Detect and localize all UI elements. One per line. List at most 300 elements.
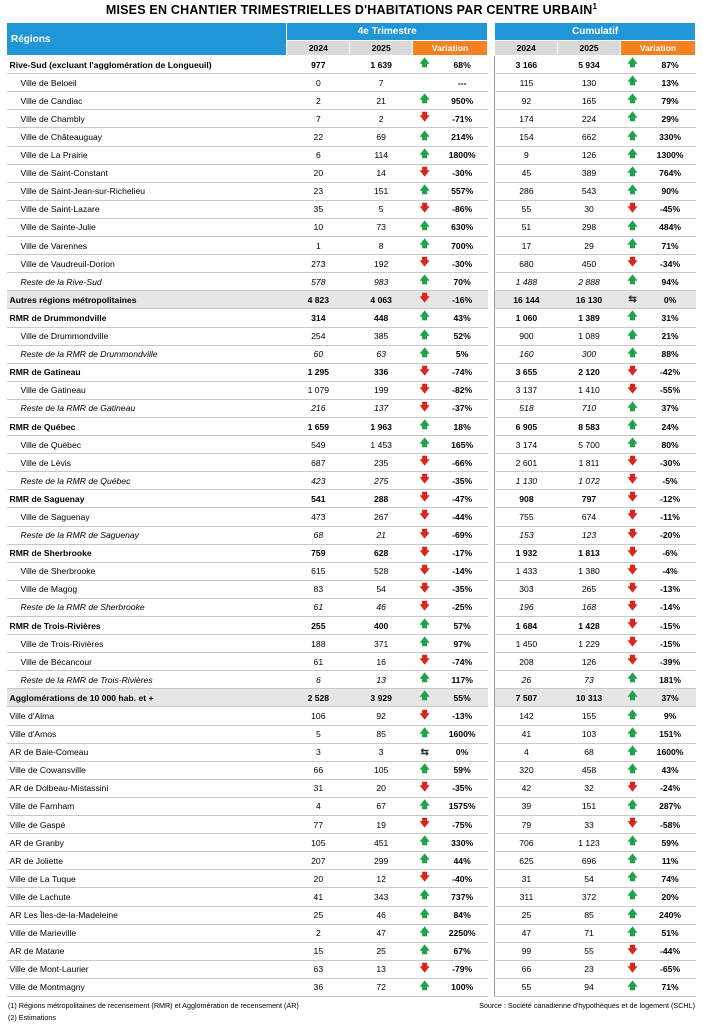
quarter-variation-value: -66% <box>437 454 488 472</box>
table-row <box>7 381 696 399</box>
arrow-up-icon: 🡅 <box>620 725 644 743</box>
row-label: Ville d'Amos <box>7 725 287 743</box>
quarter-2024-value: 216 <box>287 399 350 417</box>
quarter-2025-value: 14 <box>350 164 413 182</box>
cumulative-2024-value: 908 <box>495 490 558 508</box>
quarter-2024-value: 61 <box>287 653 350 671</box>
table-row <box>7 417 696 435</box>
cumulative-variation-value: 90% <box>645 182 696 200</box>
cumulative-2025-value: 1 380 <box>558 562 621 580</box>
quarter-2025-value: 267 <box>350 508 413 526</box>
table-row <box>7 309 696 327</box>
arrow-up-icon: 🡅 <box>620 924 644 942</box>
arrow-down-icon: 🡇 <box>620 942 644 960</box>
row-label: Ville de Chambly <box>7 110 287 128</box>
row-label: Ville de Beloeil <box>7 74 287 92</box>
arrow-up-icon: 🡅 <box>620 146 644 164</box>
table-row <box>7 888 696 906</box>
cumulative-2024-value: 142 <box>495 707 558 725</box>
quarter-2025-value: 67 <box>350 797 413 815</box>
row-label: AR de Joliette <box>7 852 287 870</box>
quarter-variation-value: 68% <box>437 56 488 74</box>
cumulative-2024-value: 3 137 <box>495 381 558 399</box>
cumulative-2024-value: 196 <box>495 598 558 616</box>
table-row <box>7 146 696 164</box>
table-row <box>7 617 696 635</box>
cumulative-2025-value: 298 <box>558 218 621 236</box>
cumulative-2024-value: 115 <box>495 74 558 92</box>
arrow-down-icon: 🡇 <box>620 526 644 544</box>
quarter-variation-value: -82% <box>437 381 488 399</box>
quarter-variation-value: -75% <box>437 816 488 834</box>
arrow-down-icon: 🡇 <box>620 454 644 472</box>
cumulative-variation-value: -4% <box>645 562 696 580</box>
row-label: Ville de La Prairie <box>7 146 287 164</box>
cumulative-variation-value: 764% <box>645 164 696 182</box>
quarter-variation-value: 67% <box>437 942 488 960</box>
cumulative-2025-value: 674 <box>558 508 621 526</box>
arrow-up-icon: 🡅 <box>620 56 644 74</box>
quarter-variation-value: 737% <box>437 888 488 906</box>
quarter-variation-value: 18% <box>437 417 488 435</box>
table-row <box>7 182 696 200</box>
quarter-variation-value: -17% <box>437 544 488 562</box>
arrow-up-icon: 🡅 <box>620 164 644 182</box>
quarter-variation-value: 557% <box>437 182 488 200</box>
cumulative-2024-value: 66 <box>495 960 558 978</box>
arrow-up-icon: 🡅 <box>413 182 437 200</box>
table-row <box>7 218 696 236</box>
quarter-2025-value: 400 <box>350 617 413 635</box>
cumulative-2024-value: 1 488 <box>495 273 558 291</box>
arrow-up-icon: 🡅 <box>620 417 644 435</box>
arrow-up-icon: 🡅 <box>620 309 644 327</box>
row-label: Reste de la RMR de Gatineau <box>7 399 287 417</box>
cumulative-2024-header: 2024 <box>495 41 558 56</box>
row-label: RMR de Sherbrooke <box>7 544 287 562</box>
quarter-variation-header: Variation <box>413 41 488 56</box>
cumulative-2024-value: 3 174 <box>495 436 558 454</box>
cumulative-variation-value: -12% <box>645 490 696 508</box>
quarter-2025-value: 288 <box>350 490 413 508</box>
arrow-up-icon: 🡅 <box>620 978 644 996</box>
arrow-up-icon: 🡅 <box>620 707 644 725</box>
quarter-variation-value: 52% <box>437 327 488 345</box>
cumulative-variation-value: 20% <box>645 888 696 906</box>
cumulative-2025-value: 1 072 <box>558 472 621 490</box>
cumulative-variation-value: 88% <box>645 345 696 363</box>
cumulative-variation-value: 287% <box>645 797 696 815</box>
quarter-variation-value: 5% <box>437 345 488 363</box>
cumulative-2025-value: 1 811 <box>558 454 621 472</box>
quarter-2024-value: 68 <box>287 526 350 544</box>
table-row <box>7 852 696 870</box>
quarter-2025-value: 151 <box>350 182 413 200</box>
row-label: Ville de Montmagny <box>7 978 287 996</box>
quarter-2024-value: 105 <box>287 834 350 852</box>
row-label: AR Les Îles-de-la-Madeleine <box>7 906 287 924</box>
quarter-variation-value: -37% <box>437 399 488 417</box>
cumulative-2024-value: 45 <box>495 164 558 182</box>
quarter-variation-value: -69% <box>437 526 488 544</box>
cumulative-2024-value: 16 144 <box>495 291 558 309</box>
row-label: Reste de la RMR de Sherbrooke <box>7 598 287 616</box>
table-row <box>7 74 696 92</box>
arrow-down-icon: 🡇 <box>413 508 437 526</box>
row-label: Ville de Châteauguay <box>7 128 287 146</box>
quarter-2024-value: 63 <box>287 960 350 978</box>
quarter-variation-value: -47% <box>437 490 488 508</box>
arrow-up-icon: 🡅 <box>413 978 437 996</box>
arrow-up-icon: 🡅 <box>620 743 644 761</box>
quarter-2024-value: 423 <box>287 472 350 490</box>
quarter-2025-value: 451 <box>350 834 413 852</box>
cumulative-2025-value: 168 <box>558 598 621 616</box>
arrow-down-icon: 🡇 <box>620 779 644 797</box>
cumulative-variation-value: 181% <box>645 671 696 689</box>
cumulative-2024-value: 99 <box>495 942 558 960</box>
cumulative-variation-value: -24% <box>645 779 696 797</box>
quarter-2024-value: 273 <box>287 255 350 273</box>
cumulative-variation-value: -5% <box>645 472 696 490</box>
cumulative-2024-value: 31 <box>495 870 558 888</box>
arrow-up-icon: 🡅 <box>413 436 437 454</box>
row-label: Ville de Bécancour <box>7 653 287 671</box>
cumulative-variation-value: 79% <box>645 92 696 110</box>
quarter-2025-value: 7 <box>350 74 413 92</box>
quarter-2025-value: 46 <box>350 598 413 616</box>
arrow-down-icon: 🡇 <box>413 779 437 797</box>
cumulative-2025-value: 450 <box>558 255 621 273</box>
cumulative-variation-value: 37% <box>645 689 696 707</box>
quarter-variation-value: 2250% <box>437 924 488 942</box>
quarter-2024-value: 3 <box>287 743 350 761</box>
cumulative-2025-value: 165 <box>558 92 621 110</box>
quarter-2024-value: 4 823 <box>287 291 350 309</box>
arrow-up-icon: 🡅 <box>413 128 437 146</box>
arrow-up-icon: 🡅 <box>620 888 644 906</box>
quarter-2024-value: 977 <box>287 56 350 74</box>
arrow-down-icon: 🡇 <box>413 960 437 978</box>
row-label: Ville de Marieville <box>7 924 287 942</box>
quarter-2025-value: 3 <box>350 743 413 761</box>
cumulative-2024-value: 518 <box>495 399 558 417</box>
row-label: Ville de La Tuque <box>7 870 287 888</box>
quarter-2025-value: 1 639 <box>350 56 413 74</box>
table-row <box>7 671 696 689</box>
cumulative-2025-value: 797 <box>558 490 621 508</box>
cumulative-variation-value: -39% <box>645 653 696 671</box>
arrow-up-icon: 🡅 <box>620 237 644 255</box>
arrow-up-icon: 🡅 <box>620 110 644 128</box>
table-row <box>7 580 696 598</box>
table-body <box>7 56 696 997</box>
table-row <box>7 472 696 490</box>
quarter-2025-value: 385 <box>350 327 413 345</box>
cumulative-2025-value: 710 <box>558 399 621 417</box>
arrow-down-icon: 🡇 <box>620 598 644 616</box>
quarter-2024-value: 10 <box>287 218 350 236</box>
cumulative-2024-value: 47 <box>495 924 558 942</box>
table-row <box>7 490 696 508</box>
cumulative-variation-value: 11% <box>645 852 696 870</box>
quarter-variation-value: -79% <box>437 960 488 978</box>
row-label: RMR de Québec <box>7 417 287 435</box>
cumulative-2025-value: 543 <box>558 182 621 200</box>
quarter-2024-header: 2024 <box>287 41 350 56</box>
row-label: AR de Dolbeau-Mistassini <box>7 779 287 797</box>
quarter-variation-value: -74% <box>437 363 488 381</box>
arrow-down-icon: 🡇 <box>620 960 644 978</box>
quarter-2025-value: 21 <box>350 92 413 110</box>
quarter-2024-value: 6 <box>287 146 350 164</box>
arrow-down-icon: 🡇 <box>620 490 644 508</box>
cumulative-2025-value: 1 089 <box>558 327 621 345</box>
table-row <box>7 761 696 779</box>
cumulative-variation-value: -20% <box>645 526 696 544</box>
quarter-2025-value: 448 <box>350 309 413 327</box>
arrow-up-icon: 🡅 <box>620 327 644 345</box>
quarter-2025-value: 8 <box>350 237 413 255</box>
cumulative-2025-value: 1 123 <box>558 834 621 852</box>
quarter-2024-value: 23 <box>287 182 350 200</box>
arrow-down-icon: 🡇 <box>413 580 437 598</box>
row-label: Ville d'Alma <box>7 707 287 725</box>
arrow-up-icon: 🡅 <box>620 671 644 689</box>
quarter-trend-icon <box>413 74 437 92</box>
cumulative-2025-value: 5 934 <box>558 56 621 74</box>
cumulative-2024-value: 1 130 <box>495 472 558 490</box>
quarter-2025-value: 105 <box>350 761 413 779</box>
arrow-down-icon: 🡇 <box>620 200 644 218</box>
arrow-down-icon: 🡇 <box>620 472 644 490</box>
table-row <box>7 436 696 454</box>
cumulative-2024-value: 303 <box>495 580 558 598</box>
row-label: Reste de la RMR de Trois-Rivières <box>7 671 287 689</box>
cumulative-2025-value: 68 <box>558 743 621 761</box>
row-label: Ville de Cowansville <box>7 761 287 779</box>
cumulative-group-header: Cumulatif <box>495 23 696 41</box>
quarter-2025-value: 63 <box>350 345 413 363</box>
row-label: Ville de Trois-Rivières <box>7 635 287 653</box>
quarter-2024-value: 578 <box>287 273 350 291</box>
row-label: RMR de Gatineau <box>7 363 287 381</box>
table-row <box>7 834 696 852</box>
arrow-down-icon: 🡇 <box>620 544 644 562</box>
cumulative-2024-value: 3 655 <box>495 363 558 381</box>
quarter-2024-value: 759 <box>287 544 350 562</box>
arrow-down-icon: 🡇 <box>413 544 437 562</box>
arrow-down-icon: 🡇 <box>413 870 437 888</box>
cumulative-variation-value: 43% <box>645 761 696 779</box>
cumulative-2025-value: 23 <box>558 960 621 978</box>
cumulative-variation-value: 59% <box>645 834 696 852</box>
quarter-2024-value: 22 <box>287 128 350 146</box>
row-label: Ville de Drummondville <box>7 327 287 345</box>
cumulative-2025-value: 10 313 <box>558 689 621 707</box>
cumulative-variation-value: -58% <box>645 816 696 834</box>
quarter-2024-value: 61 <box>287 598 350 616</box>
cumulative-2024-value: 680 <box>495 255 558 273</box>
cumulative-2025-value: 126 <box>558 653 621 671</box>
cumulative-2024-value: 900 <box>495 327 558 345</box>
housing-starts-table <box>6 22 696 997</box>
quarter-2025-value: 46 <box>350 906 413 924</box>
cumulative-variation-value: -13% <box>645 580 696 598</box>
table-row <box>7 797 696 815</box>
quarter-2025-value: 137 <box>350 399 413 417</box>
row-label: Ville de Mont-Laurier <box>7 960 287 978</box>
cumulative-variation-value: -15% <box>645 617 696 635</box>
quarter-variation-value: 57% <box>437 617 488 635</box>
cumulative-2024-value: 154 <box>495 128 558 146</box>
cumulative-2024-value: 25 <box>495 906 558 924</box>
quarter-variation-value: 70% <box>437 273 488 291</box>
quarter-2024-value: 254 <box>287 327 350 345</box>
quarter-2025-value: 528 <box>350 562 413 580</box>
quarter-2024-value: 60 <box>287 345 350 363</box>
quarter-2025-value: 199 <box>350 381 413 399</box>
arrow-down-icon: 🡇 <box>413 399 437 417</box>
table-row <box>7 255 696 273</box>
cumulative-2024-value: 41 <box>495 725 558 743</box>
cumulative-2024-value: 55 <box>495 200 558 218</box>
table-row <box>7 327 696 345</box>
row-label: RMR de Trois-Rivières <box>7 617 287 635</box>
row-label: Ville de Gatineau <box>7 381 287 399</box>
row-label: Reste de la RMR de Saguenay <box>7 526 287 544</box>
cumulative-variation-value: 21% <box>645 327 696 345</box>
quarter-2024-value: 1 <box>287 237 350 255</box>
arrow-down-icon: 🡇 <box>620 363 644 381</box>
cumulative-variation-value: 29% <box>645 110 696 128</box>
quarter-variation-value: 0% <box>437 743 488 761</box>
cumulative-variation-value: 37% <box>645 399 696 417</box>
arrow-up-icon: 🡅 <box>620 273 644 291</box>
quarter-2024-value: 615 <box>287 562 350 580</box>
quarter-2025-value: 85 <box>350 725 413 743</box>
cumulative-variation-value: -14% <box>645 598 696 616</box>
row-label: Ville de Sherbrooke <box>7 562 287 580</box>
quarter-2024-value: 106 <box>287 707 350 725</box>
cumulative-2024-value: 174 <box>495 110 558 128</box>
quarter-variation-value: 214% <box>437 128 488 146</box>
quarter-variation-value: 97% <box>437 635 488 653</box>
cumulative-2024-value: 39 <box>495 797 558 815</box>
quarter-2024-value: 473 <box>287 508 350 526</box>
table-row <box>7 870 696 888</box>
cumulative-2025-value: 389 <box>558 164 621 182</box>
cumulative-variation-value: 80% <box>645 436 696 454</box>
arrow-down-icon: 🡇 <box>620 635 644 653</box>
cumulative-2024-value: 51 <box>495 218 558 236</box>
row-label: AR de Granby <box>7 834 287 852</box>
cumulative-2025-value: 123 <box>558 526 621 544</box>
row-label: Agglomérations de 10 000 hab. et + <box>7 689 287 707</box>
quarter-2025-value: 25 <box>350 942 413 960</box>
row-label: Ville de Sainte-Julie <box>7 218 287 236</box>
table-row <box>7 635 696 653</box>
cumulative-2024-value: 6 905 <box>495 417 558 435</box>
cumulative-variation-value: 240% <box>645 906 696 924</box>
arrow-up-icon: 🡅 <box>413 888 437 906</box>
quarter-2024-value: 83 <box>287 580 350 598</box>
quarter-2025-value: 5 <box>350 200 413 218</box>
arrow-down-icon: 🡇 <box>413 526 437 544</box>
quarter-2024-value: 35 <box>287 200 350 218</box>
cumulative-2025-value: 16 130 <box>558 291 621 309</box>
quarter-2025-value: 371 <box>350 635 413 653</box>
cumulative-2024-value: 17 <box>495 237 558 255</box>
table-row <box>7 779 696 797</box>
arrow-down-icon: 🡇 <box>413 164 437 182</box>
cumulative-variation-value: -45% <box>645 200 696 218</box>
cumulative-2024-value: 3 166 <box>495 56 558 74</box>
quarter-2024-value: 25 <box>287 906 350 924</box>
cumulative-2025-value: 458 <box>558 761 621 779</box>
quarter-2025-value: 235 <box>350 454 413 472</box>
cumulative-2025-value: 1 229 <box>558 635 621 653</box>
row-label: Ville de Varennes <box>7 237 287 255</box>
quarter-2024-value: 255 <box>287 617 350 635</box>
footnote-2: (2) Estimations <box>8 1013 56 1022</box>
arrow-up-icon: 🡅 <box>413 725 437 743</box>
cumulative-2025-value: 1 410 <box>558 381 621 399</box>
table-row <box>7 978 696 996</box>
arrow-down-icon: 🡇 <box>620 508 644 526</box>
cumulative-2025-value: 73 <box>558 671 621 689</box>
quarter-variation-value: 100% <box>437 978 488 996</box>
cumulative-2024-value: 286 <box>495 182 558 200</box>
table-row <box>7 743 696 761</box>
cumulative-2025-value: 662 <box>558 128 621 146</box>
quarter-2024-value: 2 <box>287 924 350 942</box>
table-row <box>7 707 696 725</box>
cumulative-variation-value: -55% <box>645 381 696 399</box>
arrow-down-icon: 🡇 <box>413 707 437 725</box>
cumulative-2024-value: 755 <box>495 508 558 526</box>
row-label: Ville de Farnham <box>7 797 287 815</box>
arrow-up-icon: 🡅 <box>620 128 644 146</box>
arrow-up-icon: 🡅 <box>620 436 644 454</box>
arrow-up-icon: 🡅 <box>413 417 437 435</box>
table-row <box>7 725 696 743</box>
quarter-2025-value: 336 <box>350 363 413 381</box>
cumulative-2025-header: 2025 <box>558 41 621 56</box>
cumulative-2025-value: 32 <box>558 779 621 797</box>
cumulative-variation-value: -44% <box>645 942 696 960</box>
arrow-up-icon: 🡅 <box>620 399 644 417</box>
quarter-variation-value: -14% <box>437 562 488 580</box>
row-label: Ville de Candiac <box>7 92 287 110</box>
table-row <box>7 399 696 417</box>
arrow-up-icon: 🡅 <box>413 761 437 779</box>
arrow-up-icon: 🡅 <box>620 74 644 92</box>
arrow-down-icon: 🡇 <box>413 490 437 508</box>
row-label: Ville de Saint-Lazare <box>7 200 287 218</box>
arrow-up-icon: 🡅 <box>620 92 644 110</box>
quarter-2025-value: 2 <box>350 110 413 128</box>
quarter-variation-value: 630% <box>437 218 488 236</box>
cumulative-variation-value: 1300% <box>645 146 696 164</box>
cumulative-variation-header: Variation <box>620 41 695 56</box>
arrow-up-icon: 🡅 <box>620 689 644 707</box>
table-row <box>7 816 696 834</box>
cumulative-2024-value: 208 <box>495 653 558 671</box>
arrow-up-icon: 🡅 <box>620 761 644 779</box>
table-row <box>7 508 696 526</box>
quarter-2024-value: 687 <box>287 454 350 472</box>
